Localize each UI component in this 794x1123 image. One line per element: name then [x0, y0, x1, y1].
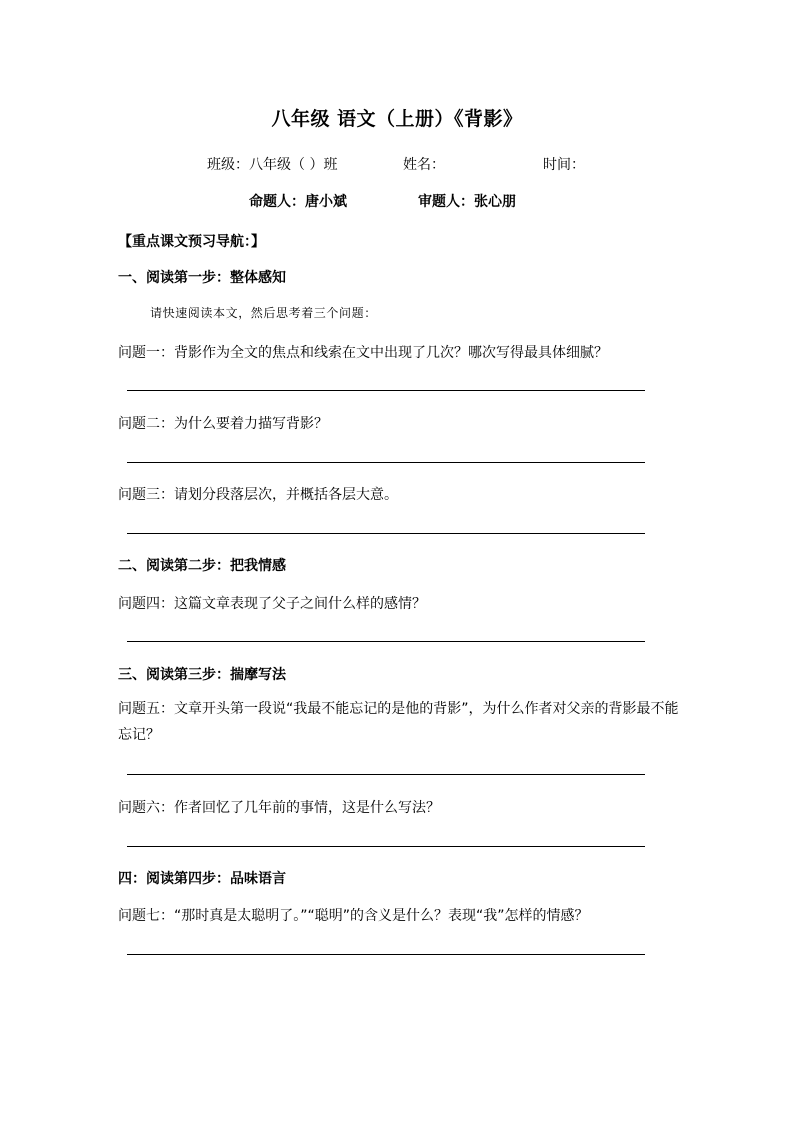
time-label: 时间： [543, 157, 585, 173]
answer-line-1[interactable] [127, 390, 645, 391]
question-3: 问题三：请划分段落层次，并概括各层大意。 [118, 487, 398, 503]
question-2: 问题二：为什么要着力描写背影？ [118, 416, 328, 432]
answer-line-2[interactable] [127, 462, 645, 463]
class-label: 班级：八年级（ ）班 [207, 157, 338, 173]
section-heading-2: 二、阅读第二步：把我情感 [118, 558, 286, 574]
reviewer-label: 审题人：张心朋 [418, 194, 516, 210]
question-4: 问题四：这篇文章表现了父子之间什么样的感情？ [118, 596, 426, 612]
question-7: 问题七：“那时真是太聪明了。”“聪明”的含义是什么？表现“我”怎样的情感？ [118, 908, 589, 924]
setter-label: 命题人：唐小斌 [249, 194, 347, 210]
guide-heading: 【重点课文预习导航：】 [118, 234, 265, 250]
page-title: 八年级 语文（上册）《背影》 [271, 108, 523, 130]
question-1: 问题一：背影作为全文的焦点和线索在文中出现了几次？哪次写得最具体细腻？ [118, 345, 608, 361]
instruction-text: 请快速阅读本文，然后思考着三个问题： [150, 306, 377, 320]
section-heading-3: 三、阅读第三步：揣摩写法 [118, 667, 286, 683]
name-label: 姓名： [403, 157, 445, 173]
question-6: 问题六：作者回忆了几年前的事情，这是什么写法？ [118, 800, 440, 816]
answer-line-3[interactable] [127, 533, 645, 534]
answer-line-7[interactable] [127, 954, 645, 955]
answer-line-4[interactable] [127, 641, 645, 642]
answer-line-6[interactable] [127, 846, 645, 847]
answer-line-5[interactable] [127, 774, 645, 775]
section-heading-1: 一、阅读第一步：整体感知 [118, 270, 286, 286]
question-5: 问题五：文章开头第一段说“我最不能忘记的是他的背影”，为什么作者对父亲的背影最不能忘记？ [118, 701, 679, 743]
section-heading-4: 四：阅读第四步：品味语言 [118, 871, 286, 887]
